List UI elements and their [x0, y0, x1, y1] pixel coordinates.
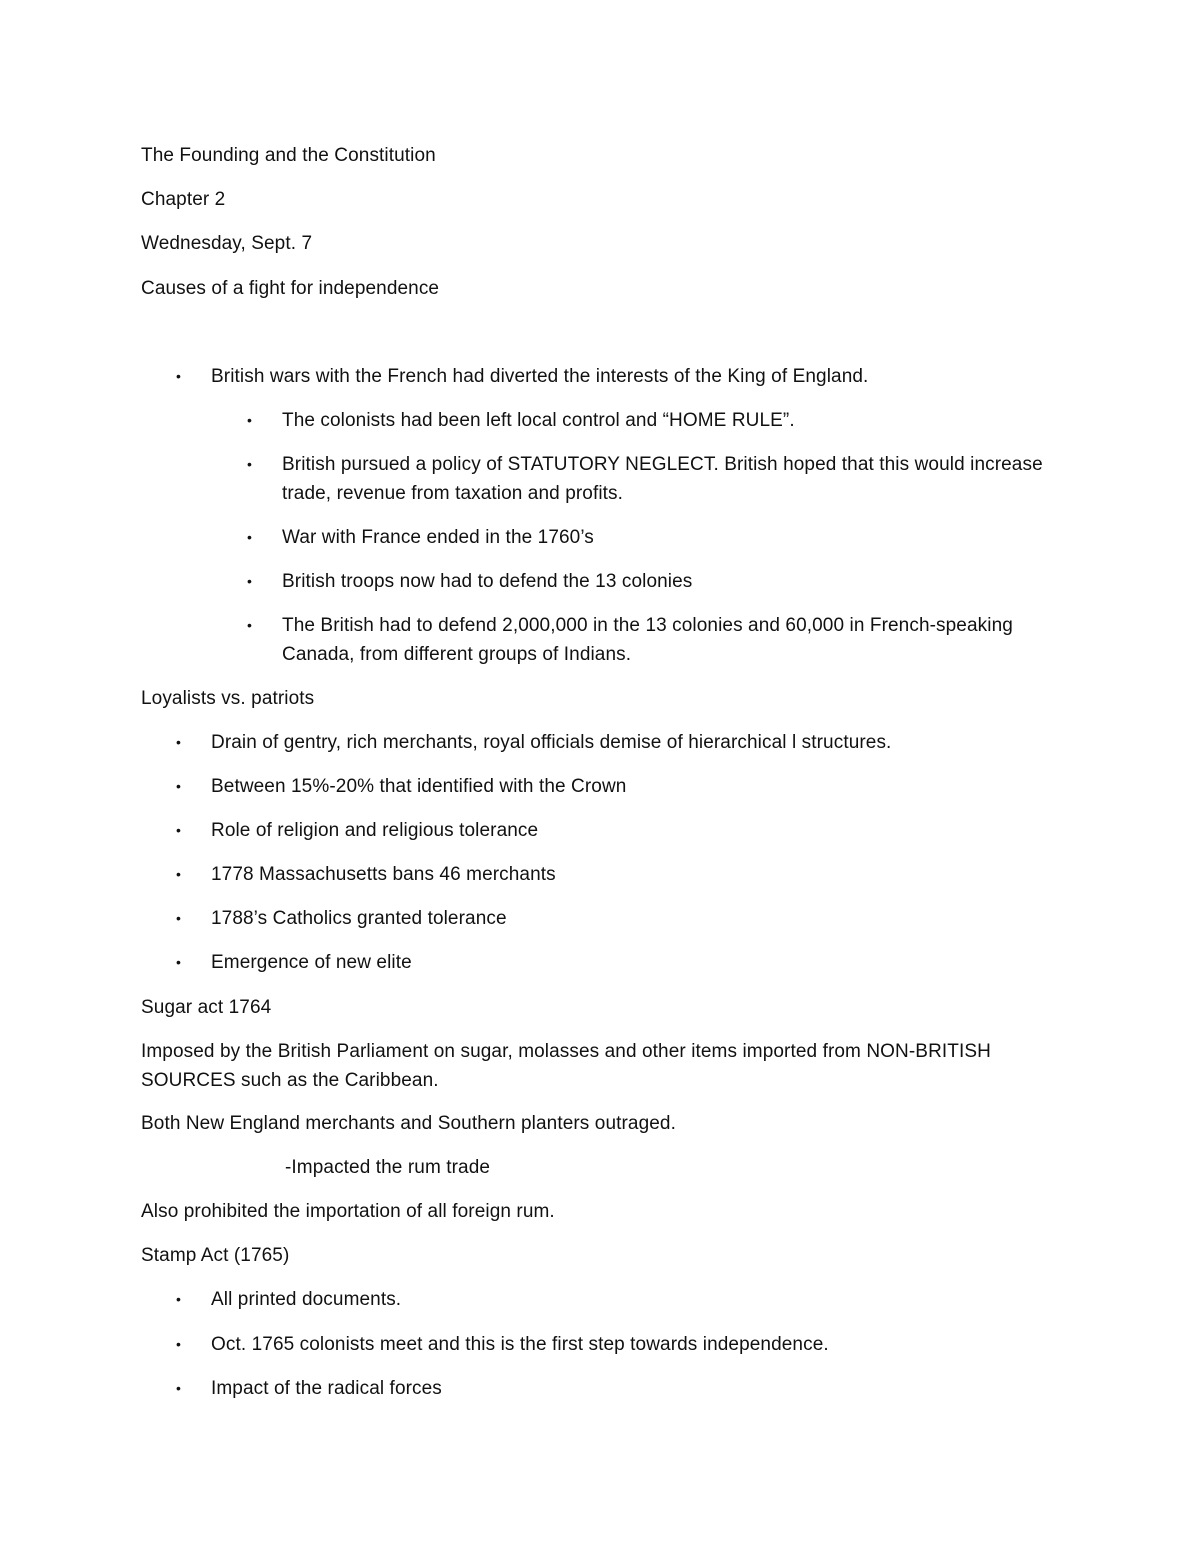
list-item: 1788’s Catholics granted tolerance — [211, 908, 507, 929]
bullet-marker: • — [247, 456, 252, 472]
list-item-continuation: Canada, from different groups of Indians. — [282, 644, 632, 665]
bullet-marker: • — [176, 866, 181, 882]
paragraph: Imposed by the British Parliament on sugar, molasses and other items imported from NON-BRITISH — [141, 1041, 991, 1062]
paragraph: Both New England merchants and Southern planters outraged. — [141, 1113, 676, 1134]
bullet-marker: • — [176, 734, 181, 750]
section-heading-loyalists: Loyalists vs. patriots — [141, 688, 315, 709]
bullet-marker: • — [176, 368, 181, 384]
bullet-marker: • — [247, 617, 252, 633]
list-item: Drain of gentry, rich merchants, royal officials demise of hierarchical l structures. — [211, 732, 892, 753]
list-item: Impact of the radical forces — [211, 1378, 442, 1399]
list-item: Oct. 1765 colonists meet and this is the first step towards independence. — [211, 1334, 829, 1355]
section-heading-sugar-act: Sugar act 1764 — [141, 997, 272, 1018]
bullet-marker: • — [176, 1291, 181, 1307]
list-item: Role of religion and religious tolerance — [211, 820, 539, 841]
section-heading-causes: Causes of a fight for independence — [141, 278, 440, 299]
indented-note: -Impacted the rum trade — [285, 1157, 491, 1178]
bullet-marker: • — [247, 412, 252, 428]
list-item: British troops now had to defend the 13 colonies — [282, 571, 693, 592]
bullet-marker: • — [247, 529, 252, 545]
bullet-marker: • — [176, 1336, 181, 1352]
chapter-label: Chapter 2 — [141, 189, 226, 210]
bullet-marker: • — [176, 778, 181, 794]
list-item: 1778 Massachusetts bans 46 merchants — [211, 864, 556, 885]
list-item: War with France ended in the 1760’s — [282, 527, 594, 548]
section-heading-stamp-act: Stamp Act (1765) — [141, 1245, 290, 1266]
bullet-marker: • — [176, 1380, 181, 1396]
bullet-marker: • — [176, 954, 181, 970]
list-item-continuation: trade, revenue from taxation and profits. — [282, 483, 624, 504]
paragraph: Also prohibited the importation of all foreign rum. — [141, 1201, 555, 1222]
paragraph-continuation: SOURCES such as the Caribbean. — [141, 1070, 439, 1091]
date-line: Wednesday, Sept. 7 — [141, 233, 313, 254]
list-item: British pursued a policy of STATUTORY NEGLECT. British hoped that this would increase — [282, 454, 1043, 475]
document-title: The Founding and the Constitution — [141, 145, 436, 166]
list-item: The colonists had been left local control and “HOME RULE”. — [282, 410, 795, 431]
list-item: All printed documents. — [211, 1289, 402, 1310]
bullet-marker: • — [176, 910, 181, 926]
list-item: British wars with the French had diverted the interests of the King of England. — [211, 366, 869, 387]
list-item: Emergence of new elite — [211, 952, 412, 973]
bullet-marker: • — [247, 573, 252, 589]
list-item: Between 15%-20% that identified with the Crown — [211, 776, 627, 797]
list-item: The British had to defend 2,000,000 in the 13 colonies and 60,000 in French-speaking — [282, 615, 1013, 636]
bullet-marker: • — [176, 822, 181, 838]
